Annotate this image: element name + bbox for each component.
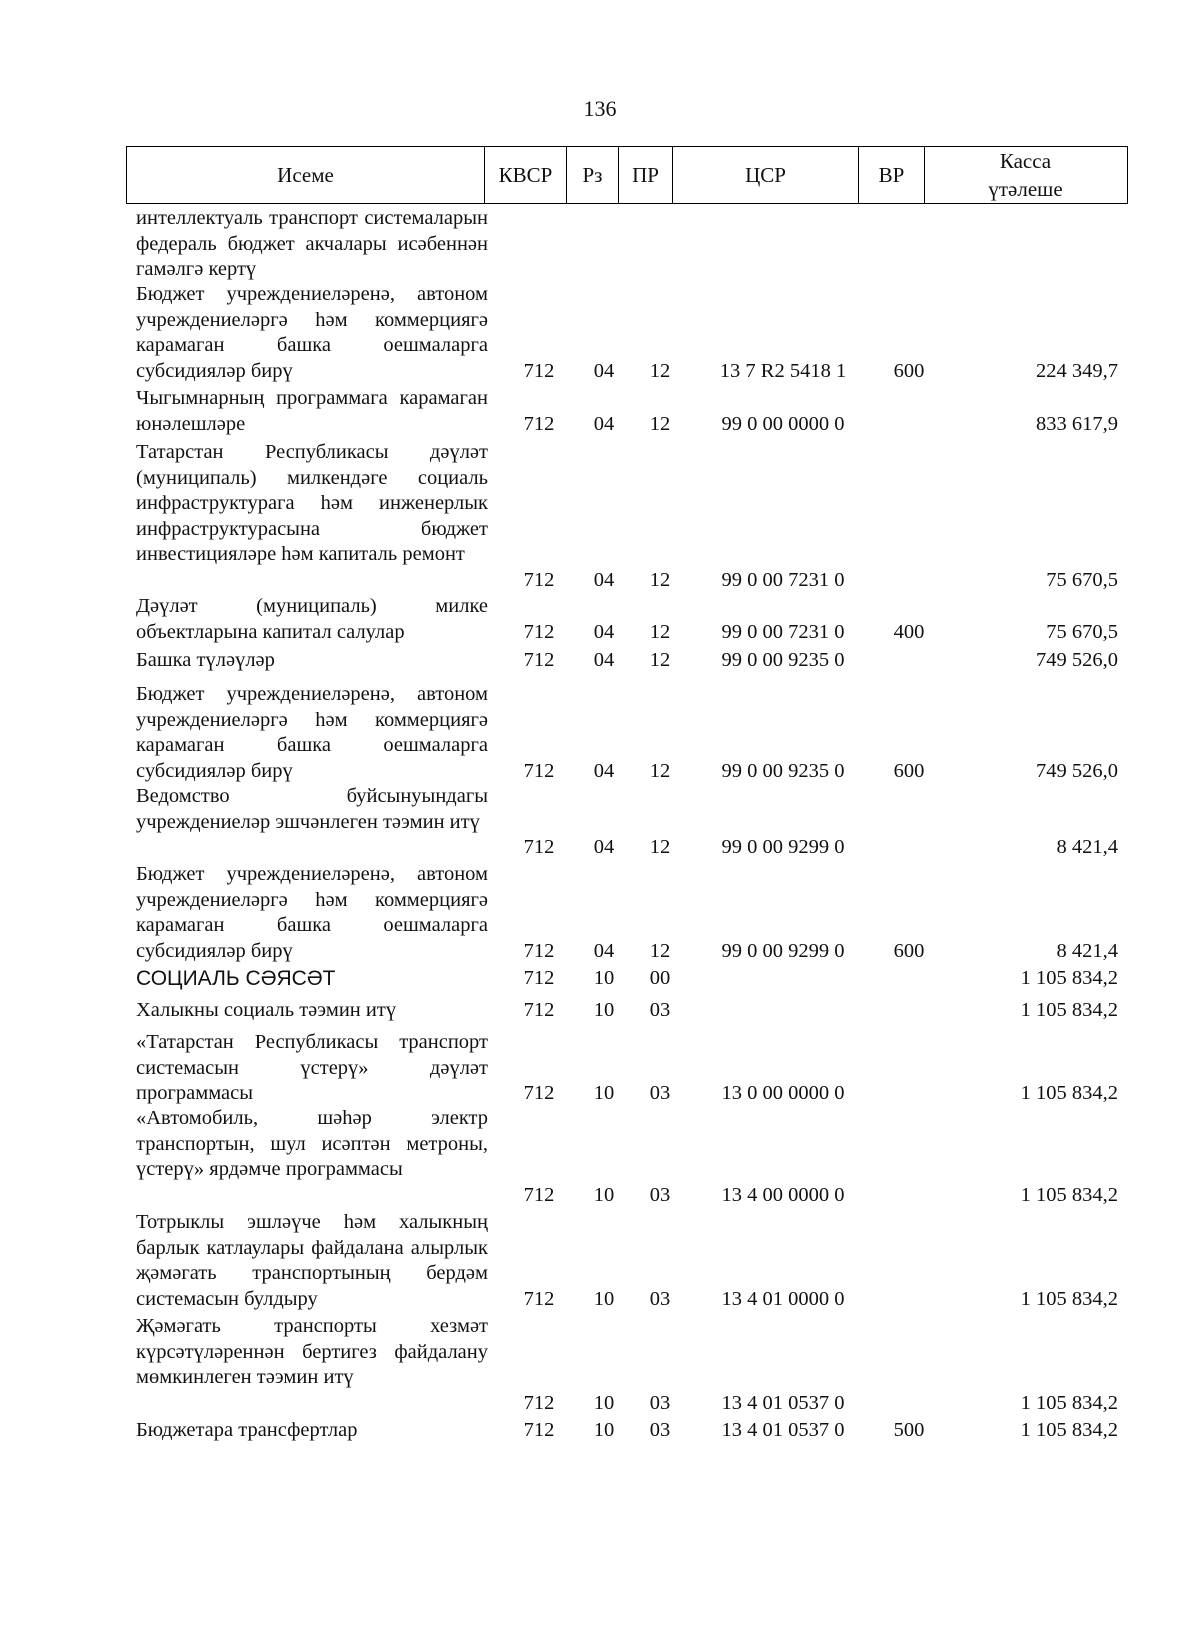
- row-kvsr: 712: [523, 1287, 555, 1310]
- row-csr: 13 4 01 0537 0: [721, 1419, 845, 1441]
- row-rz: 10: [593, 999, 615, 1021]
- row-amount: 1 105 834,2: [1020, 1183, 1118, 1206]
- row-name: Ведомство буйсынуындагы учреждениеләр эшчәнлеген тәэмин итү: [136, 785, 488, 833]
- table-row: [0, 784, 1200, 861]
- row-pr: 03: [649, 1183, 671, 1206]
- header-kvsr: КВСР: [485, 147, 567, 203]
- table-row: [0, 206, 1200, 283]
- row-rz: 10: [593, 1287, 615, 1310]
- row-pr: 12: [649, 359, 671, 382]
- table-row: [0, 966, 1200, 992]
- row-kvsr: 712: [523, 1082, 555, 1104]
- table-row: [0, 862, 1200, 964]
- header-csr: ЦСР: [673, 147, 859, 203]
- row-csr: 13 4 01 0000 0: [721, 1287, 845, 1310]
- row-rz: 04: [593, 836, 615, 858]
- row-kvsr: 712: [523, 412, 555, 435]
- row-rz: 04: [593, 620, 615, 643]
- row-csr: 99 0 00 7231 0: [721, 568, 845, 591]
- row-rz: 04: [593, 939, 615, 962]
- row-name: Халыкны социаль тәэмин итү: [136, 999, 397, 1021]
- row-rz: 10: [593, 1419, 615, 1441]
- row-amount: 1 105 834,2: [1020, 1391, 1118, 1414]
- row-rz: 10: [593, 1082, 615, 1104]
- row-csr: 99 0 00 9299 0: [721, 836, 845, 858]
- row-pr: 12: [649, 836, 671, 858]
- row-kvsr: 712: [523, 836, 555, 858]
- row-vr: 400: [893, 620, 925, 643]
- row-kvsr: 712: [523, 939, 555, 962]
- header-name: Исеме: [127, 147, 485, 203]
- row-kvsr: 712: [523, 359, 555, 382]
- row-pr: 03: [649, 999, 671, 1021]
- table-row: [0, 1210, 1200, 1312]
- row-kvsr: 712: [523, 649, 555, 671]
- row-amount: 1 105 834,2: [1020, 1082, 1118, 1104]
- row-csr: 13 0 00 0000 0: [721, 1082, 845, 1104]
- row-rz: 04: [593, 649, 615, 671]
- row-name: Тотрыклы эшләүче һәм халыкның барлык катлаулары файдалана алырлык җәмәгать транспортының бердәм системасын булдыру: [136, 1211, 488, 1310]
- row-csr: 99 0 00 9299 0: [721, 939, 845, 962]
- page-number: 136: [583, 96, 617, 121]
- row-amount: 1 105 834,2: [1020, 967, 1118, 989]
- table-row: [0, 682, 1200, 784]
- row-kvsr: 712: [523, 568, 555, 591]
- table-row: [0, 1418, 1200, 1444]
- row-name: Чыгымнарның программага карамаган юнәлешләре: [136, 387, 488, 435]
- row-rz: 04: [593, 359, 615, 382]
- header-amount: [925, 147, 1126, 203]
- row-name: Дәүләт (муниципаль) милке объектларына капитал салулар: [136, 595, 488, 643]
- row-kvsr: 712: [523, 620, 555, 643]
- table-header: [126, 146, 1128, 204]
- row-kvsr: 712: [523, 759, 555, 782]
- table-row: [0, 648, 1200, 674]
- row-pr: 03: [649, 1391, 671, 1414]
- table-row: [0, 594, 1200, 645]
- table-row: [0, 1106, 1200, 1208]
- header-vr: ВР: [859, 147, 925, 203]
- table-row: [0, 440, 1200, 593]
- row-amount: 749 526,0: [1036, 759, 1118, 782]
- row-vr: 600: [893, 939, 925, 962]
- row-kvsr: 712: [523, 1419, 555, 1441]
- row-amount: 749 526,0: [1036, 649, 1118, 671]
- row-csr: 13 7 R2 5418 1: [719, 359, 847, 382]
- row-amount: 224 349,7: [1036, 359, 1118, 382]
- table-row: [0, 1030, 1200, 1107]
- row-name: Татарстан Республикасы дәүләт (муниципаль) милкендәге социаль инфраструктурага һәм инженерлык инфраструктурасына бюджет инвестицияләре һәм капиталь ремонт: [136, 441, 488, 565]
- row-name: «Татарстан Республикасы транспорт системасын үстерү» дәүләт программасы: [136, 1031, 488, 1104]
- row-amount: 833 617,9: [1036, 412, 1118, 435]
- row-name: Бюджет учреждениеләренә, автоном учреждениеләргә һәм коммерциягә карамаган башка оешмаларга субсидияләр бирү: [136, 283, 488, 382]
- row-pr: 03: [649, 1082, 671, 1104]
- row-name: СОЦИАЛЬ СӘЯСӘТ: [136, 967, 336, 990]
- row-vr: 600: [893, 359, 925, 382]
- table-row: [0, 386, 1200, 437]
- row-pr: 12: [649, 568, 671, 591]
- row-name: интеллектуаль транспорт системаларын федераль бюджет акчалары исәбеннән гамәлгә кертү: [136, 207, 488, 280]
- row-rz: 04: [593, 759, 615, 782]
- row-kvsr: 712: [523, 1391, 555, 1414]
- row-vr: 500: [893, 1419, 925, 1441]
- row-pr: 12: [649, 412, 671, 435]
- row-pr: 03: [649, 1287, 671, 1310]
- header-amount-line1: Касса: [999, 149, 1052, 173]
- row-kvsr: 712: [523, 999, 555, 1021]
- row-amount: 75 670,5: [1046, 568, 1118, 591]
- table-row: [0, 1314, 1200, 1416]
- header-pr: ПР: [619, 147, 673, 203]
- row-rz: 10: [593, 967, 615, 989]
- row-rz: 04: [593, 412, 615, 435]
- header-amount-line2: үтәлеше: [988, 177, 1063, 201]
- row-amount: 1 105 834,2: [1020, 1287, 1118, 1310]
- row-csr: 99 0 00 9235 0: [721, 759, 845, 782]
- row-csr: 13 4 01 0537 0: [721, 1391, 845, 1414]
- row-pr: 12: [649, 759, 671, 782]
- row-pr: 00: [649, 967, 671, 989]
- row-csr: 99 0 00 7231 0: [721, 620, 845, 643]
- row-pr: 12: [649, 620, 671, 643]
- row-amount: 75 670,5: [1046, 620, 1118, 643]
- row-name: Башка түләүләр: [136, 649, 275, 671]
- row-amount: 8 421,4: [1056, 939, 1118, 962]
- row-kvsr: 712: [523, 967, 555, 989]
- row-amount: 1 105 834,2: [1020, 1419, 1118, 1441]
- row-name: Бюджетара трансфертлар: [136, 1419, 358, 1441]
- row-csr: 99 0 00 9235 0: [721, 649, 845, 671]
- row-amount: 1 105 834,2: [1020, 999, 1118, 1021]
- row-rz: 10: [593, 1183, 615, 1206]
- row-csr: 99 0 00 0000 0: [721, 412, 845, 435]
- row-pr: 12: [649, 939, 671, 962]
- row-csr: 13 4 00 0000 0: [721, 1183, 845, 1206]
- table-row: [0, 998, 1200, 1024]
- row-vr: 600: [893, 759, 925, 782]
- row-name: Бюджет учреждениеләренә, автоном учреждениеләргә һәм коммерциягә карамаган башка оешмаларга субсидияләр бирү: [136, 683, 488, 782]
- row-rz: 04: [593, 568, 615, 591]
- table-row: [0, 282, 1200, 384]
- row-amount: 8 421,4: [1056, 836, 1118, 858]
- row-name: «Автомобиль, шәһәр электр транспортын, шул исәптән метроны, үстерү» ярдәмче программасы: [136, 1107, 488, 1180]
- row-pr: 12: [649, 649, 671, 671]
- row-name: Бюджет учреждениеләренә, автоном учреждениеләргә һәм коммерциягә карамаган башка оешмаларга субсидияләр бирү: [136, 863, 488, 962]
- row-kvsr: 712: [523, 1183, 555, 1206]
- row-pr: 03: [649, 1419, 671, 1441]
- header-rz: Рз: [567, 147, 619, 203]
- row-rz: 10: [593, 1391, 615, 1414]
- row-name: Җәмәгать транспорты хезмәт күрсәтүләреннән бертигез файдалану мөмкинлеген тәэмин итү: [136, 1315, 488, 1388]
